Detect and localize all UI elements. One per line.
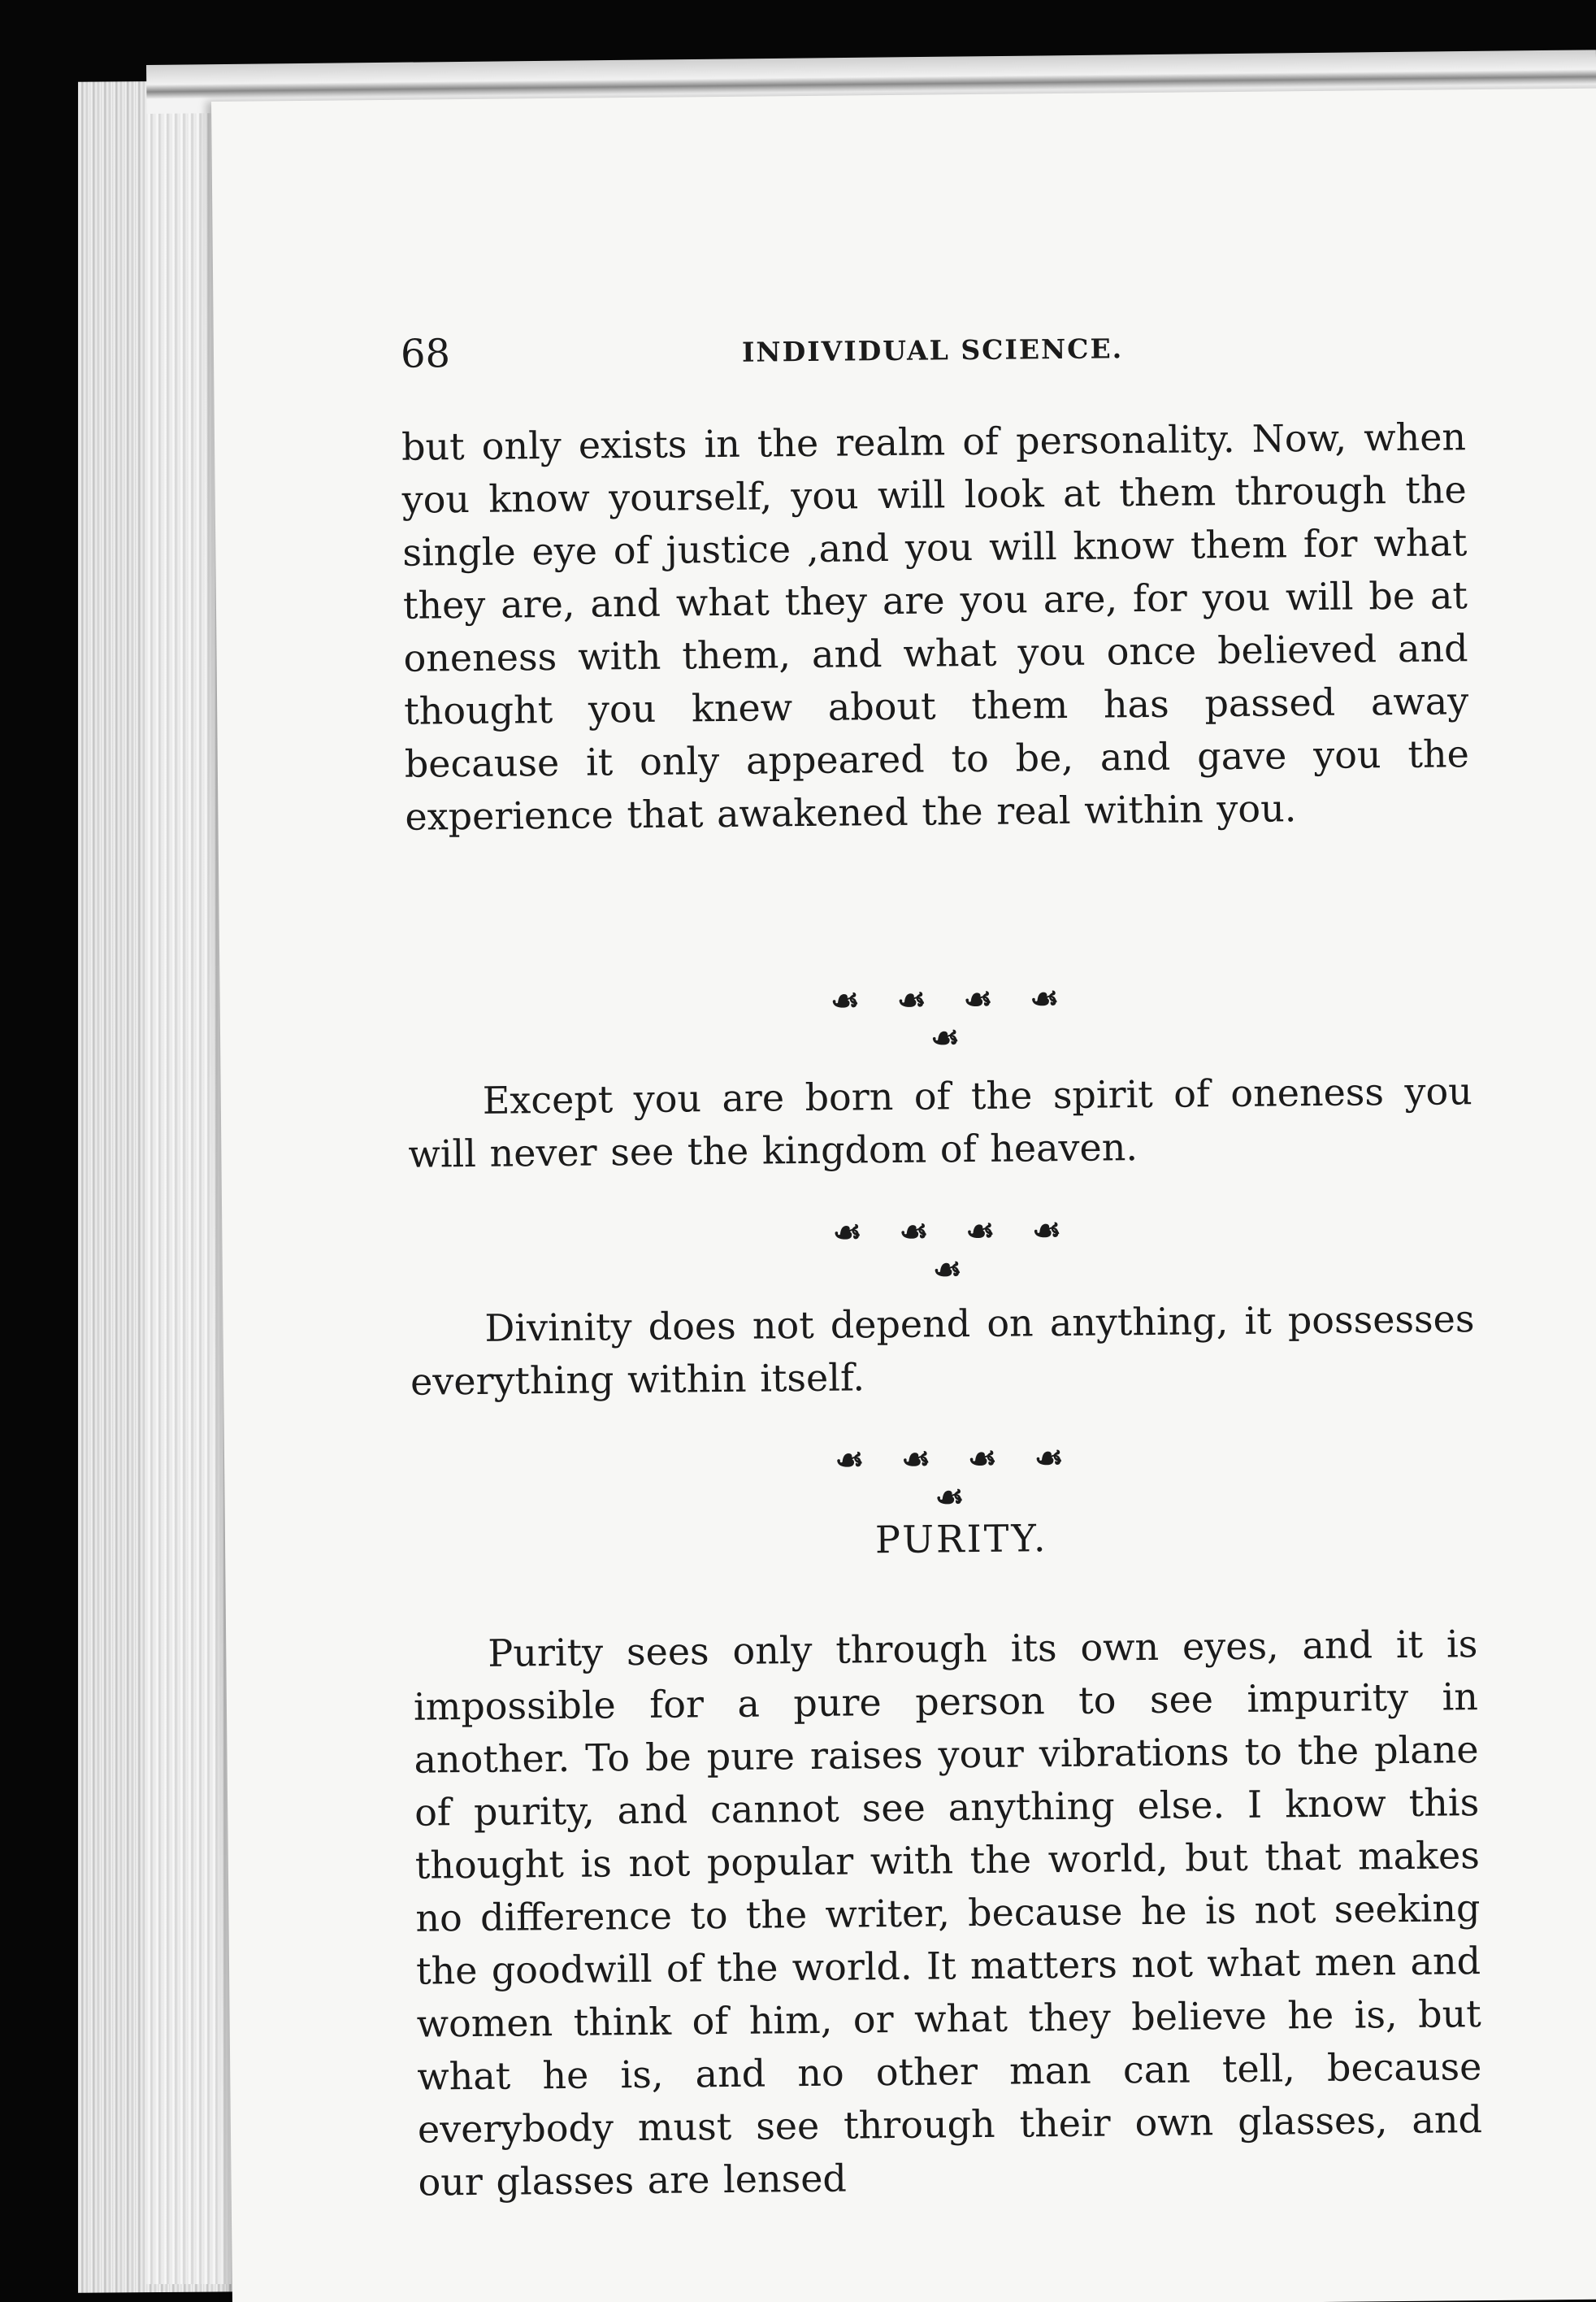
ornament-divider-1: ☙ ☙ ☙ ☙ ☙ (830, 979, 1073, 1058)
running-head: INDIVIDUAL SCIENCE. (741, 332, 1124, 368)
paragraph-purity: Purity sees only through its own eyes, and it is impossible for a pure person to see impurity in another. To be pure raises your vibrations to the plane of purity, and cannot see anything else. I know this thought is not popular with the world, but that makes no difference to the writer, because he is not seeking the goodwill of the world. It matters not what men and women think of him, or what they believe he is, but what he is, and no other man can tell, because everybody must see through their own glasses, and our glasses are lensed (413, 1622, 1483, 2204)
paragraph-divinity: Divinity does not depend on anything, it possesses everything within itself. (410, 1297, 1475, 1404)
ornament-divider-3: ☙ ☙ ☙ ☙ ☙ (835, 1438, 1077, 1517)
paragraph-spirit-of-oneness: Except you are born of the spirit of oneness you will never see the kingdom of heaven. (408, 1069, 1473, 1176)
paragraph-continuation: but only exists in the realm of personality. Now, when you know yourself, you will look at them through the single eye of justice ,and you will know them for what they are, and what they are you are, for you will be at oneness with them, and what you once believed and thought you knew about them has passed away because it only appeared to be, and gave you the experience that awakened the real within you. (401, 415, 1470, 839)
ornament-divider-2: ☙ ☙ ☙ ☙ ☙ (832, 1210, 1075, 1289)
section-title-purity: PURITY. (874, 1516, 1048, 1562)
page-number: 68 (400, 331, 451, 377)
book-page (211, 88, 1596, 2302)
page-header (401, 321, 1490, 380)
